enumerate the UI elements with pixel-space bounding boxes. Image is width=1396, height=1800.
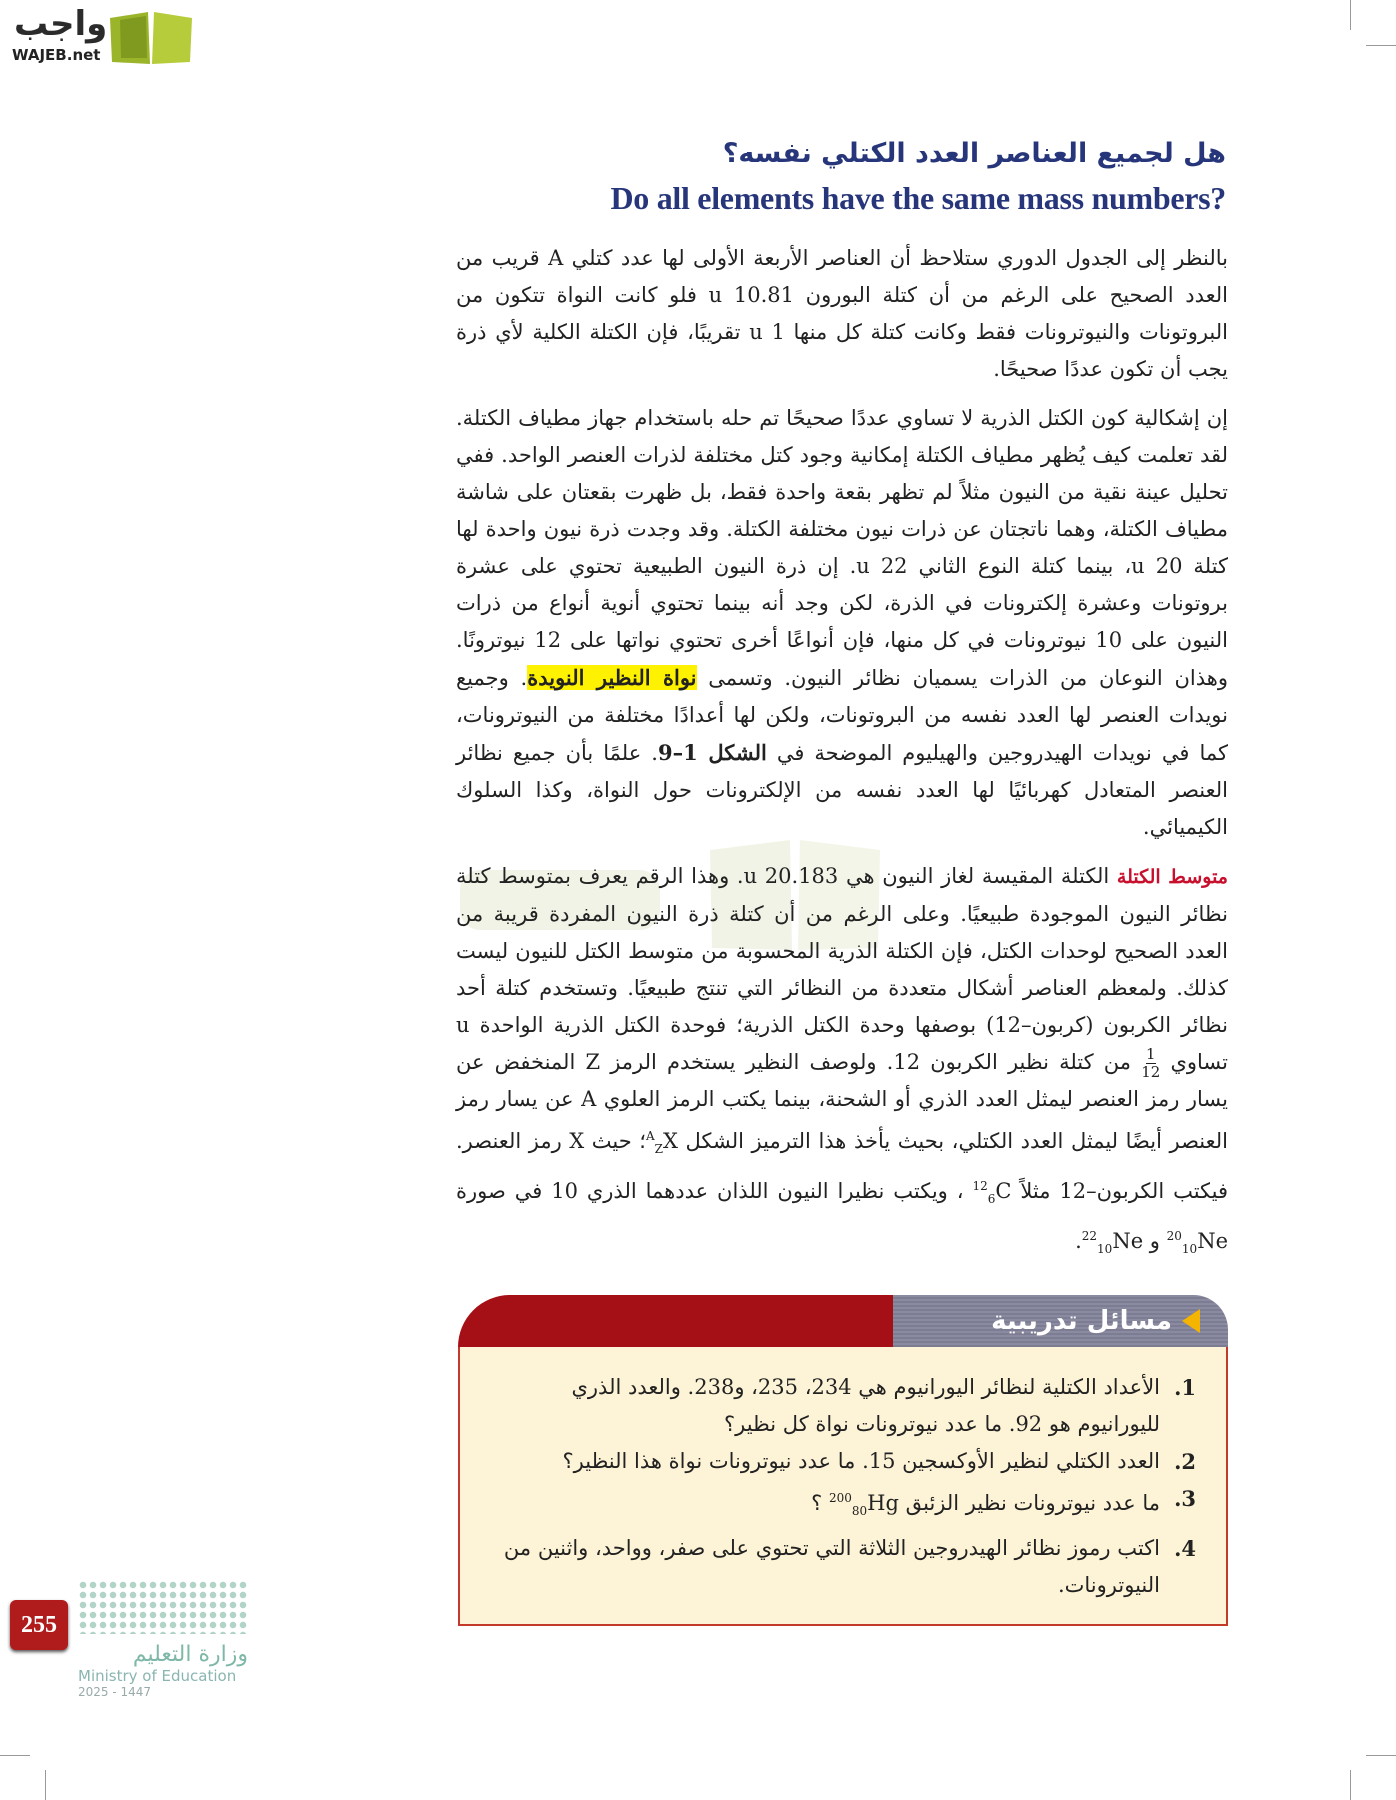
crop-mark: [1350, 0, 1351, 30]
problem-text: العدد الكتلي لنظير الأوكسجين 15. ما عدد نيوترونات نواة هذا النظير؟: [562, 1448, 1160, 1473]
atomic-number: 6: [987, 1192, 996, 1207]
text: .: [1075, 1229, 1082, 1254]
element-symbol: X: [663, 1129, 678, 1153]
ministry-name-english: Ministry of Education: [78, 1667, 237, 1685]
year-label: 2025 - 1447: [78, 1685, 152, 1699]
element-symbol: C: [995, 1179, 1012, 1204]
paragraph-2: [456, 400, 1228, 846]
crop-mark: [1366, 1755, 1396, 1756]
problem-number: 3.: [1174, 1485, 1196, 1511]
ministry-logo: [78, 1580, 248, 1699]
mass-number: 200: [828, 1490, 852, 1505]
problem-number: 4.: [1174, 1535, 1196, 1561]
problem-item: [490, 1443, 1196, 1480]
text: ما عدد نيوترونات نظير الزئبق: [898, 1490, 1160, 1515]
atomic-number: Z: [654, 1142, 663, 1157]
problem-text: الأعداد الكتلية لنظائر اليورانيوم هي 234، 235، و238. والعدد الذري لليورانيوم هو 92. ما عدد نيوترونات نواة كل نظير؟: [571, 1374, 1160, 1436]
text: ؟: [811, 1490, 829, 1515]
fraction: [1141, 1046, 1160, 1081]
numerator: 1: [1145, 1045, 1156, 1063]
header-band: [458, 1295, 893, 1347]
problem-list: [460, 1347, 1226, 1604]
text: الكتلة المقيسة لغاز النيون هي 20.183 u. وهذا الرقم يعرف بمتوسط كتلة نظائر النيون الموجودة طبيعيًا. وعلى الرغم من أن كتلة ذرة النيون المفردة قريبة من العدد الصحيح لوحدات الكتل، فإن الكتلة الذرية المحسوبة من متوسط الكتل للنيون ليست كذلك. ولمعظم العناصر أشكال متعددة من النظائر التي تنتج طبيعيًا. وتستخدم كتلة أحد نظائر الكربون (كربون–12) بوصفها وحدة الكتل الذرية؛ فوحدة الكتل الذرية الواحدة u تساوي: [456, 864, 1229, 1074]
figure-reference[interactable]: الشكل 1–9: [657, 740, 767, 765]
practice-body: [458, 1347, 1228, 1626]
mass-number: A: [645, 1129, 655, 1143]
text: . علمًا بأن جميع نظائر العنصر المتعادل كهربائيًا لها العدد نفسه من الإلكترونات حول النواة، وكذا السلوك الكيميائي.: [456, 741, 1228, 839]
ministry-dots-emblem: [78, 1580, 248, 1634]
wajeb-logo[interactable]: [8, 4, 193, 68]
problem-number: 2.: [1174, 1448, 1196, 1474]
paragraph-3: [456, 858, 1228, 1269]
section-heading-english: Do all elements have the same mass numbers?: [610, 180, 1226, 216]
nuclide-carbon-12: [972, 1168, 1011, 1218]
text: ، ويكتب نظيرا النيون اللذان عددهما الذري 10 في صورة: [456, 1179, 973, 1204]
nuclide-mercury-200: [829, 1480, 899, 1530]
logo-arabic: واجب: [14, 4, 108, 44]
nuclide-notation-generic: [646, 1118, 678, 1168]
nuclide-neon-20: [1167, 1218, 1228, 1268]
page-number: 255: [10, 1600, 68, 1650]
denominator: 12: [1141, 1063, 1161, 1081]
practice-problems-box: [458, 1295, 1228, 1626]
practice-header: [458, 1295, 1228, 1347]
practice-title: مسائل تدريبية: [991, 1305, 1172, 1336]
problem-text: اكتب رموز نظائر الهيدروجين الثلاثة التي تحتوي على صفر، وواحد، واثنين من النيوترونات.: [503, 1535, 1160, 1597]
ministry-name-arabic: وزارة التعليم: [132, 1642, 248, 1667]
atomic-number: 80: [851, 1503, 868, 1518]
atomic-number: 10: [1097, 1242, 1113, 1257]
text: و: [1143, 1229, 1167, 1254]
mass-number: 12: [972, 1179, 988, 1194]
mass-number: 22: [1081, 1229, 1098, 1244]
book-icon: [108, 8, 194, 66]
margin-term: متوسط الكتلة: [1116, 866, 1228, 888]
crop-mark: [0, 1755, 30, 1756]
element-symbol: Ne: [1112, 1229, 1144, 1254]
body-text: [456, 240, 1228, 1626]
problem-item: [490, 1369, 1196, 1443]
header-title-band: [893, 1295, 1228, 1347]
nuclide-neon-22: [1082, 1218, 1143, 1268]
element-symbol: Hg: [867, 1490, 899, 1515]
triangle-icon: [1182, 1309, 1200, 1333]
mass-number: 20: [1166, 1229, 1182, 1244]
paragraph-1: بالنظر إلى الجدول الدوري ستلاحظ أن العناصر الأربعة الأولى لها عدد كتلي A قريب من العدد الصحيح على الرغم من أن كتلة البورون 10.81 u فلو كانت النواة تتكون من البروتونات والنيوترونات فقط وكانت كتلة كل منها 1 u تقريبًا، فإن الكتلة الكلية لأي ذرة يجب أن تكون عددًا صحيحًا.: [456, 246, 1228, 381]
problem-number: 1.: [1174, 1374, 1196, 1400]
text: إن إشكالية كون الكتل الذرية لا تساوي عددًا صحيحًا تم حله باستخدام جهاز مطياف الكتلة. لقد تعلمت كيف يُظهر مطياف الكتلة إمكانية وجود كتل مختلفة لذرات العنصر الواحد. ففي تحليل عينة نقية من النيون مثلاً لم تظهر بقعة واحدة فقط، بل ظهرت بقعتان على شاشة مطياف الكتلة، وهما ناتجتان عن ذرات نيون مختلفة الكتلة. وقد وجدت ذرة نيون واحدة لها كتلة 20 u، بينما كتلة النوع الثاني 22 u. إن ذرة النيون الطبيعية تحتوي على عشرة بروتونات وعشرة إلكترونات في الذرة، لكن وجد أنه بينما تحتوي أنوية أنواع من ذرات النيون على 10 نيوترونات في كل منها، فإن أنواعًا أخرى تحتوي نواتها على 12 نيوترونًا. وهذان النوعان من الذرات يسميان نظائر النيون. وتسمى: [456, 406, 1228, 690]
section-heading-arabic: هل لجميع العناصر العدد الكتلي نفسه؟: [722, 138, 1226, 169]
text: . وجميع نويدات العنصر لها العدد نفسه من البروتونات، ولكن لها أعدادًا مختلفة من النيوترونات، كما في نويدات الهيدروجين والهيليوم الموضحة في: [456, 666, 1228, 765]
element-symbol: Ne: [1197, 1229, 1228, 1254]
problem-item: [490, 1480, 1196, 1530]
atomic-number: 10: [1181, 1242, 1198, 1257]
text: من كتلة نظير الكربون 12. ولوصف النظير يستخدم الرمز Z المنخفض عن يسار رمز العنصر ليمثل العدد الذري أو الشحنة، بينما يكتب الرمز العلوي A عن يسار رمز العنصر أيضًا ليمثل العدد الكتلي، بحيث يأخذ هذا الترميز الشكل: [456, 1050, 1228, 1153]
crop-mark: [1350, 1770, 1351, 1800]
crop-mark: [45, 1770, 46, 1800]
crop-mark: [1366, 45, 1396, 46]
text: ؛ حيث X رمز العنصر. فيكتب الكربون–12 مثلاً: [456, 1129, 1229, 1204]
highlighted-term: نواة النظير النويدة: [527, 665, 697, 690]
problem-text: [811, 1480, 1160, 1530]
problem-item: [490, 1530, 1196, 1604]
logo-latin: WAJEB.net: [12, 46, 101, 64]
